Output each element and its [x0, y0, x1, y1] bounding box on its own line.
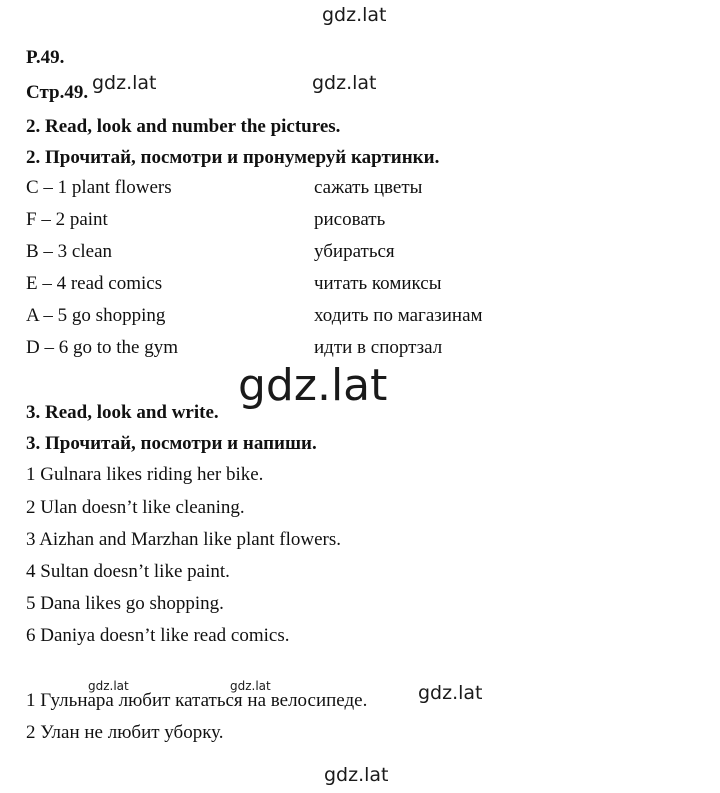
watermark: gdz.lat: [322, 4, 387, 26]
task2-row-en: D – 6 go to the gym: [26, 337, 178, 358]
watermark: gdz.lat: [312, 72, 377, 94]
watermark: gdz.lat: [418, 682, 483, 704]
watermark: gdz.lat: [88, 679, 129, 693]
task3-title-ru: 3. Прочитай, посмотри и напиши.: [26, 433, 317, 454]
task3-sentence: 2 Ulan doesn’t like cleaning.: [26, 497, 245, 518]
task2-row-ru: рисовать: [314, 209, 386, 230]
page-code: P.49.: [26, 47, 65, 68]
task3-translation: 1 Гульнара любит кататься на велосипеде.: [26, 690, 368, 711]
task2-row-en: F – 2 paint: [26, 209, 108, 230]
task2-row-en: B – 3 clean: [26, 241, 113, 262]
task2-row-ru: ходить по магазинам: [314, 305, 483, 326]
task2-row-ru: идти в спортзал: [314, 337, 443, 358]
watermark: gdz.lat: [230, 679, 271, 693]
task2-title-ru: 2. Прочитай, посмотри и пронумеруй картинки.: [26, 147, 440, 168]
task2-row-ru: сажать цветы: [314, 177, 423, 198]
watermark: gdz.lat: [92, 72, 157, 94]
task3-sentence: 3 Aizhan and Marzhan like plant flowers.: [26, 529, 341, 550]
task3-title-en: 3. Read, look and write.: [26, 402, 219, 423]
task2-row-ru: читать комиксы: [314, 273, 442, 294]
task2-row-en: E – 4 read comics: [26, 273, 163, 294]
task2-title-en: 2. Read, look and number the pictures.: [26, 116, 341, 137]
task3-sentence: 4 Sultan doesn’t like paint.: [26, 561, 230, 582]
watermark: gdz.lat: [238, 360, 388, 411]
task3-sentence: 1 Gulnara likes riding her bike.: [26, 464, 264, 485]
page-ref: Стр.49.: [26, 82, 89, 103]
task2-row-ru: убираться: [314, 241, 395, 262]
task3-translation: 2 Улан не любит уборку.: [26, 722, 224, 743]
task3-sentence: 6 Daniya doesn’t like read comics.: [26, 625, 290, 646]
task2-row-en: A – 5 go shopping: [26, 305, 166, 326]
task2-row-en: C – 1 plant flowers: [26, 177, 172, 198]
task3-sentence: 5 Dana likes go shopping.: [26, 593, 224, 614]
watermark: gdz.lat: [324, 764, 389, 786]
